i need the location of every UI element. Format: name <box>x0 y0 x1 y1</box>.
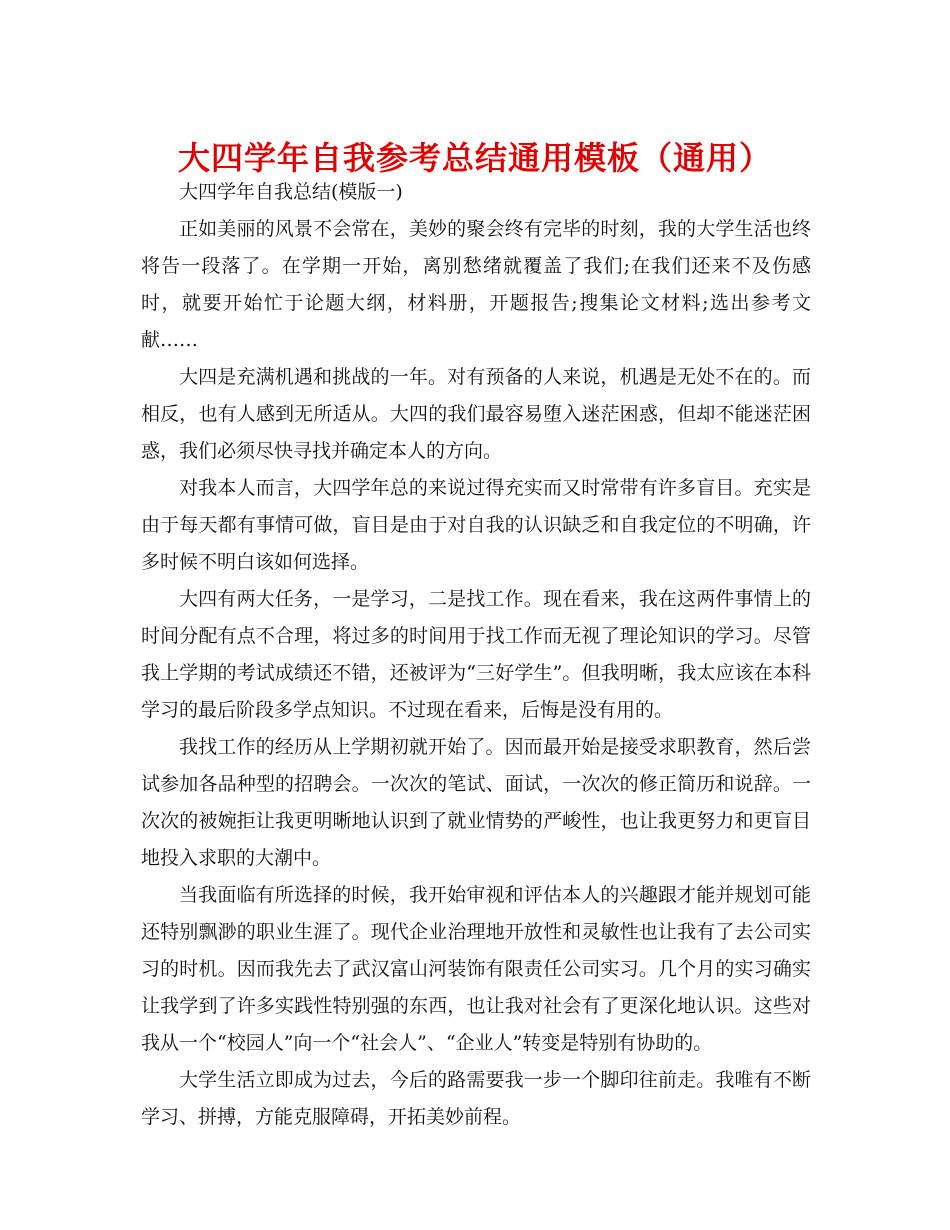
paragraph: 正如美丽的风景不会常在，美妙的聚会终有完毕的时刻，我的大学生活也终将告一段落了。在学期一开始，离别愁绪就覆盖了我们;在我们还来不及伤感时，就要开始忙于论题大纲，材料册，开题报告;搜集论文材料;选出参考文献…… <box>141 218 811 351</box>
document-subtitle: 大四学年自我总结(模版一) <box>179 181 403 203</box>
paragraph: 大学生活立即成为过去，今后的路需要我一步一个脚印往前走。我唯有不断学习、拼搏，方能克服障碍，开拓美妙前程。 <box>141 1069 811 1128</box>
document-body <box>141 174 811 1136</box>
paragraph: 大四有两大任务，一是学习，二是找工作。现在看来，我在这两件事情上的时间分配有点不合理，将过多的时间用于找工作而无视了理论知识的学习。尽管我上学期的考试成绩还不错，还被评为“三好学生”。但我明晰，我太应该在本科学习的最后阶段多学点知识。不过现在看来，后悔是没有用的。 <box>141 588 811 721</box>
paragraph: 对我本人而言，大四学年总的来说过得充实而又时常带有许多盲目。充实是由于每天都有事情可做，盲目是由于对自我的认识缺乏和自我定位的不明确，许多时候不明白该如何选择。 <box>141 477 811 573</box>
document-title: 大四学年自我参考总结通用模板（通用） <box>177 139 772 177</box>
paragraph: 大四是充满机遇和挑战的一年。对有预备的人来说，机遇是无处不在的。而相反，也有人感到无所适从。大四的我们最容易堕入迷茫困惑，但却不能迷茫困惑，我们必须尽快寻找并确定本人的方向。 <box>141 366 811 462</box>
paragraph: 我找工作的经历从上学期初就开始了。因而最开始是接受求职教育，然后尝试参加各品种型的招聘会。一次次的笔试、面试，一次次的修正简历和说辞。一次次的被婉拒让我更明晰地认识到了就业情势的严峻性，也让我更努力和更盲目地投入求职的大潮中。 <box>141 736 811 869</box>
paragraph: 当我面临有所选择的时候，我开始审视和评估本人的兴趣跟才能并规划可能还特别飘渺的职业生涯了。现代企业治理地开放性和灵敏性也让我有了去公司实习的时机。因而我先去了武汉富山河装饰有限责任公司实习。几个月的实习确实让我学到了许多实践性特别强的东西，也让我对社会有了更深化地认识。这些对我从一个“校园人”向一个“社会人”、“企业人”转变是特别有协助的。 <box>141 884 811 1054</box>
